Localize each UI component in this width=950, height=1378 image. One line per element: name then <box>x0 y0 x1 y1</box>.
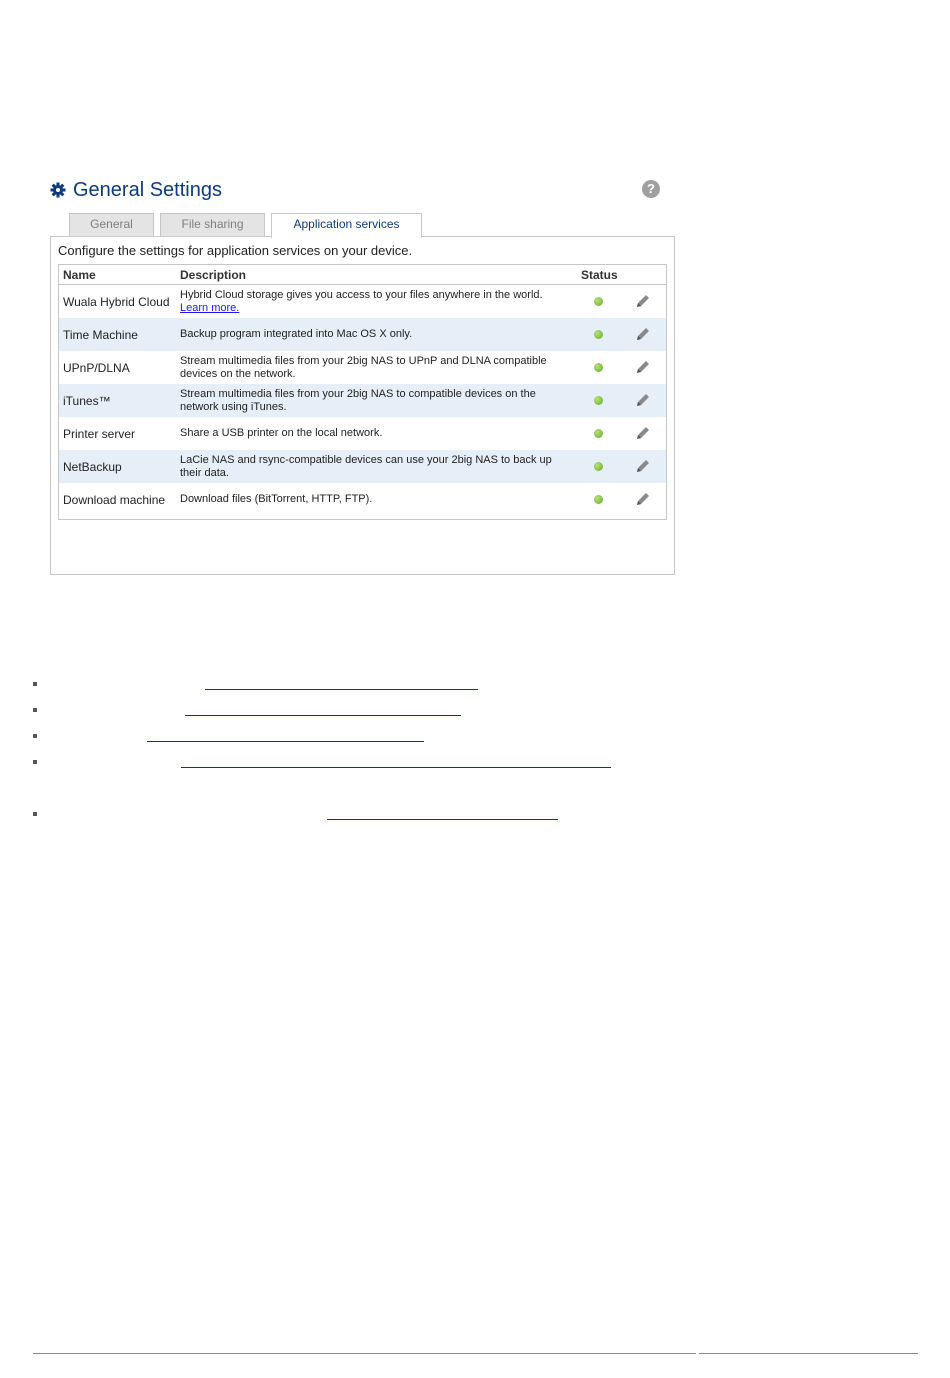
service-description: Download files (BitTorrent, HTTP, FTP). <box>180 493 373 505</box>
status-indicator <box>594 363 603 372</box>
link-underline[interactable] <box>147 741 424 742</box>
service-name: UPnP/DLNA <box>63 360 130 375</box>
status-indicator <box>594 429 603 438</box>
status-indicator <box>594 462 603 471</box>
table-row <box>59 417 666 450</box>
column-status[interactable]: Status <box>581 268 618 282</box>
status-indicator <box>594 495 603 504</box>
status-indicator <box>594 396 603 405</box>
footer-divider <box>699 1353 918 1354</box>
page-title: General Settings <box>73 179 222 201</box>
table-header <box>59 265 666 285</box>
table-row <box>59 285 666 318</box>
table-row <box>59 351 666 384</box>
list-bullet <box>33 812 37 816</box>
pencil-icon[interactable] <box>634 458 651 475</box>
service-description: Share a USB printer on the local network. <box>180 427 383 439</box>
table-row <box>59 318 666 351</box>
gear-icon <box>50 182 66 198</box>
tab-general[interactable]: General <box>69 213 154 236</box>
help-icon[interactable]: ? <box>642 180 660 198</box>
list-bullet <box>33 734 37 738</box>
pencil-icon[interactable] <box>634 359 651 376</box>
service-description: Stream multimedia files from your 2big NAS to compatible devices on the network using iTunes. <box>180 387 536 413</box>
service-description <box>180 285 575 318</box>
pencil-icon[interactable] <box>634 392 651 409</box>
list-bullet <box>33 682 37 686</box>
settings-panel <box>50 236 675 575</box>
page-header <box>50 178 664 204</box>
service-name: Wuala Hybrid Cloud <box>63 294 170 309</box>
panel-description: Configure the settings for application services on your device. <box>58 243 413 258</box>
service-name: iTunes™ <box>63 393 111 408</box>
list-bullet <box>33 708 37 712</box>
service-name: NetBackup <box>63 459 122 474</box>
pencil-icon[interactable] <box>634 491 651 508</box>
services-table <box>58 264 667 520</box>
service-description-text: Hybrid Cloud storage gives you access to your files anywhere in the world. <box>180 288 543 301</box>
pencil-icon[interactable] <box>634 326 651 343</box>
service-description: LaCie NAS and rsync-compatible devices can use your 2big NAS to back up their data. <box>180 453 552 479</box>
link-underline[interactable] <box>185 715 461 716</box>
service-description: Stream multimedia files from your 2big NAS to UPnP and DLNA compatible devices on the network. <box>180 354 547 380</box>
service-description: Backup program integrated into Mac OS X only. <box>180 328 413 340</box>
pencil-icon[interactable] <box>634 293 651 310</box>
learn-more-link[interactable]: Learn more. <box>180 301 240 314</box>
footer-divider <box>33 1353 696 1354</box>
pencil-icon[interactable] <box>634 425 651 442</box>
service-name: Download machine <box>63 492 166 507</box>
link-underline[interactable] <box>327 819 558 820</box>
table-row <box>59 450 666 483</box>
column-name[interactable]: Name <box>63 268 96 282</box>
tab-application-services[interactable]: Application services <box>271 213 422 238</box>
table-row <box>59 483 666 516</box>
link-underline[interactable] <box>205 689 478 690</box>
column-description[interactable]: Description <box>180 268 247 282</box>
table-row <box>59 384 666 417</box>
list-bullet <box>33 760 37 764</box>
link-underline[interactable] <box>181 767 611 768</box>
status-indicator <box>594 330 603 339</box>
service-name: Printer server <box>63 426 136 441</box>
status-indicator <box>594 297 603 306</box>
service-name: Time Machine <box>63 327 138 342</box>
tab-file-sharing[interactable]: File sharing <box>160 213 265 236</box>
